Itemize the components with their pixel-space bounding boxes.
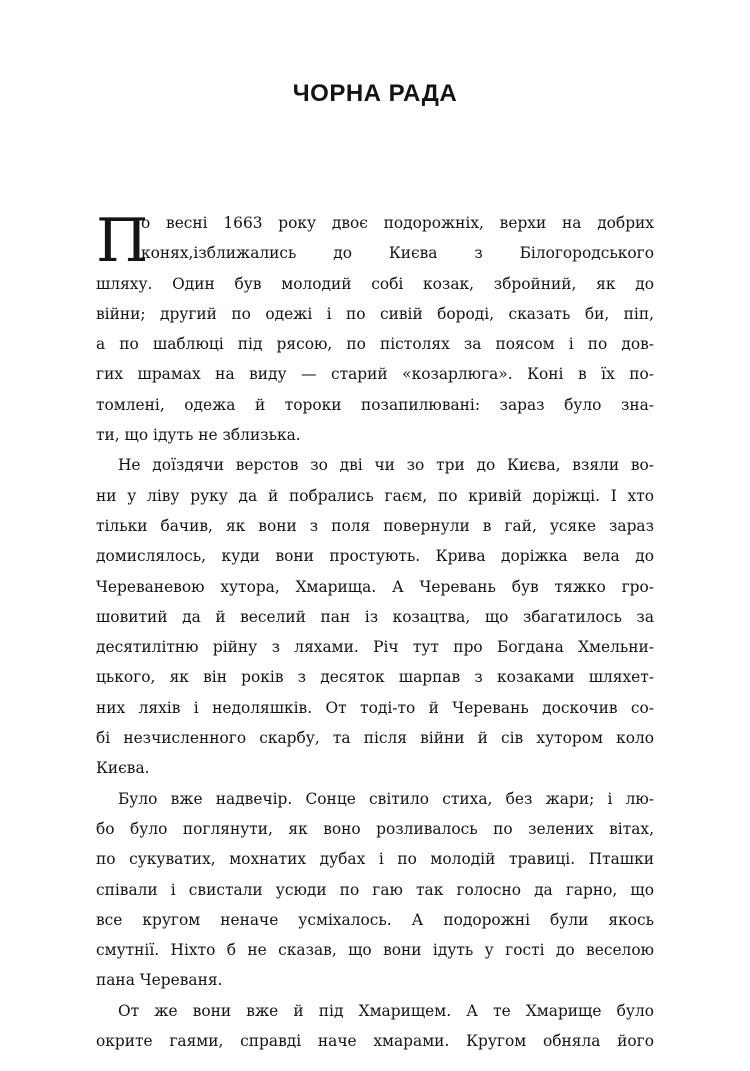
text-line: Череваневою хутора, Хмарища. А Черевань був тяжко гро-: [96, 577, 654, 596]
text-line: бі незчисленного скарбу, та після війни й сів хутором коло: [96, 729, 654, 748]
text-line: ти, що ідуть не зблизька.: [96, 426, 301, 445]
text-line: смутнії. Ніхто б не сказав, що вони ідуть у гості до веселою: [96, 941, 654, 960]
text-line: пана Череваня.: [96, 971, 223, 990]
text-line: о весні 1663 року двоє подорожніх, верхи на добрих: [141, 214, 654, 232]
chapter-title: ЧОРНА РАДА: [292, 80, 458, 107]
text-line: томлені, одежа й тороки позапилювані: зараз було зна-: [96, 395, 654, 414]
text-line: Києва.: [96, 759, 150, 778]
text-line: ни у ліву руку да й побрались гаєм, по кривій доріжці. І хто: [96, 486, 654, 505]
drop-cap: П: [96, 206, 149, 276]
text-line: Не доїздячи верстов зо дві чи зо три до Києва, взяли во-: [118, 456, 654, 475]
text-line: все кругом неначе усміхалось. А подорожні були якось: [96, 910, 654, 929]
text-line: тільки бачив, як вони з поля повернули в гай, усяке зараз: [96, 516, 654, 535]
text-line: От же вони вже й під Хмарищем. А те Хмарище було: [118, 1001, 654, 1020]
text-line: бо було поглянути, як воно розливалось по зелених вітах,: [96, 819, 654, 838]
text-line: співали і свистали усюди по гаю так голосно да гарно, що: [96, 880, 654, 899]
text-line: цького, як він років з десяток шарпав з козаками шляхет-: [96, 668, 654, 687]
text-line: конях,ізближались до Києва з Білогородського: [141, 244, 654, 263]
body-text: [96, 208, 654, 1056]
text-line: домислялось, куди вони простують. Крива доріжка вела до: [96, 547, 654, 566]
text-line: десятилітню рійну з ляхами. Річ тут про Богдана Хмельни-: [96, 638, 654, 657]
text-line: а по шаблюці під рясою, по пістолях за поясом і по дов-: [96, 335, 654, 354]
text-line: окрите гаями, справді наче хмарами. Кругом обняла його: [96, 1032, 654, 1051]
text-line: шляху. Один був молодий собі козак, збройний, як до: [96, 274, 654, 293]
text-line: війни; другий по одежі і по сивій бороді, сказать би, піп,: [96, 304, 654, 323]
text-line: Було вже надвечір. Сонце світило стиха, без жари; і лю-: [118, 789, 654, 808]
text-line: шовитий да й веселий пан із козацтва, що збагатилось за: [96, 607, 654, 626]
text-line: них ляхів і недоляшків. От тоді-то й Черевань доскочив со-: [96, 698, 654, 717]
text-line: по сукуватих, мохнатих дубах і по молодій травиці. Пташки: [96, 850, 654, 869]
text-line: гих шрамах на виду — старий «козарлюга». Коні в їх по-: [96, 365, 654, 384]
